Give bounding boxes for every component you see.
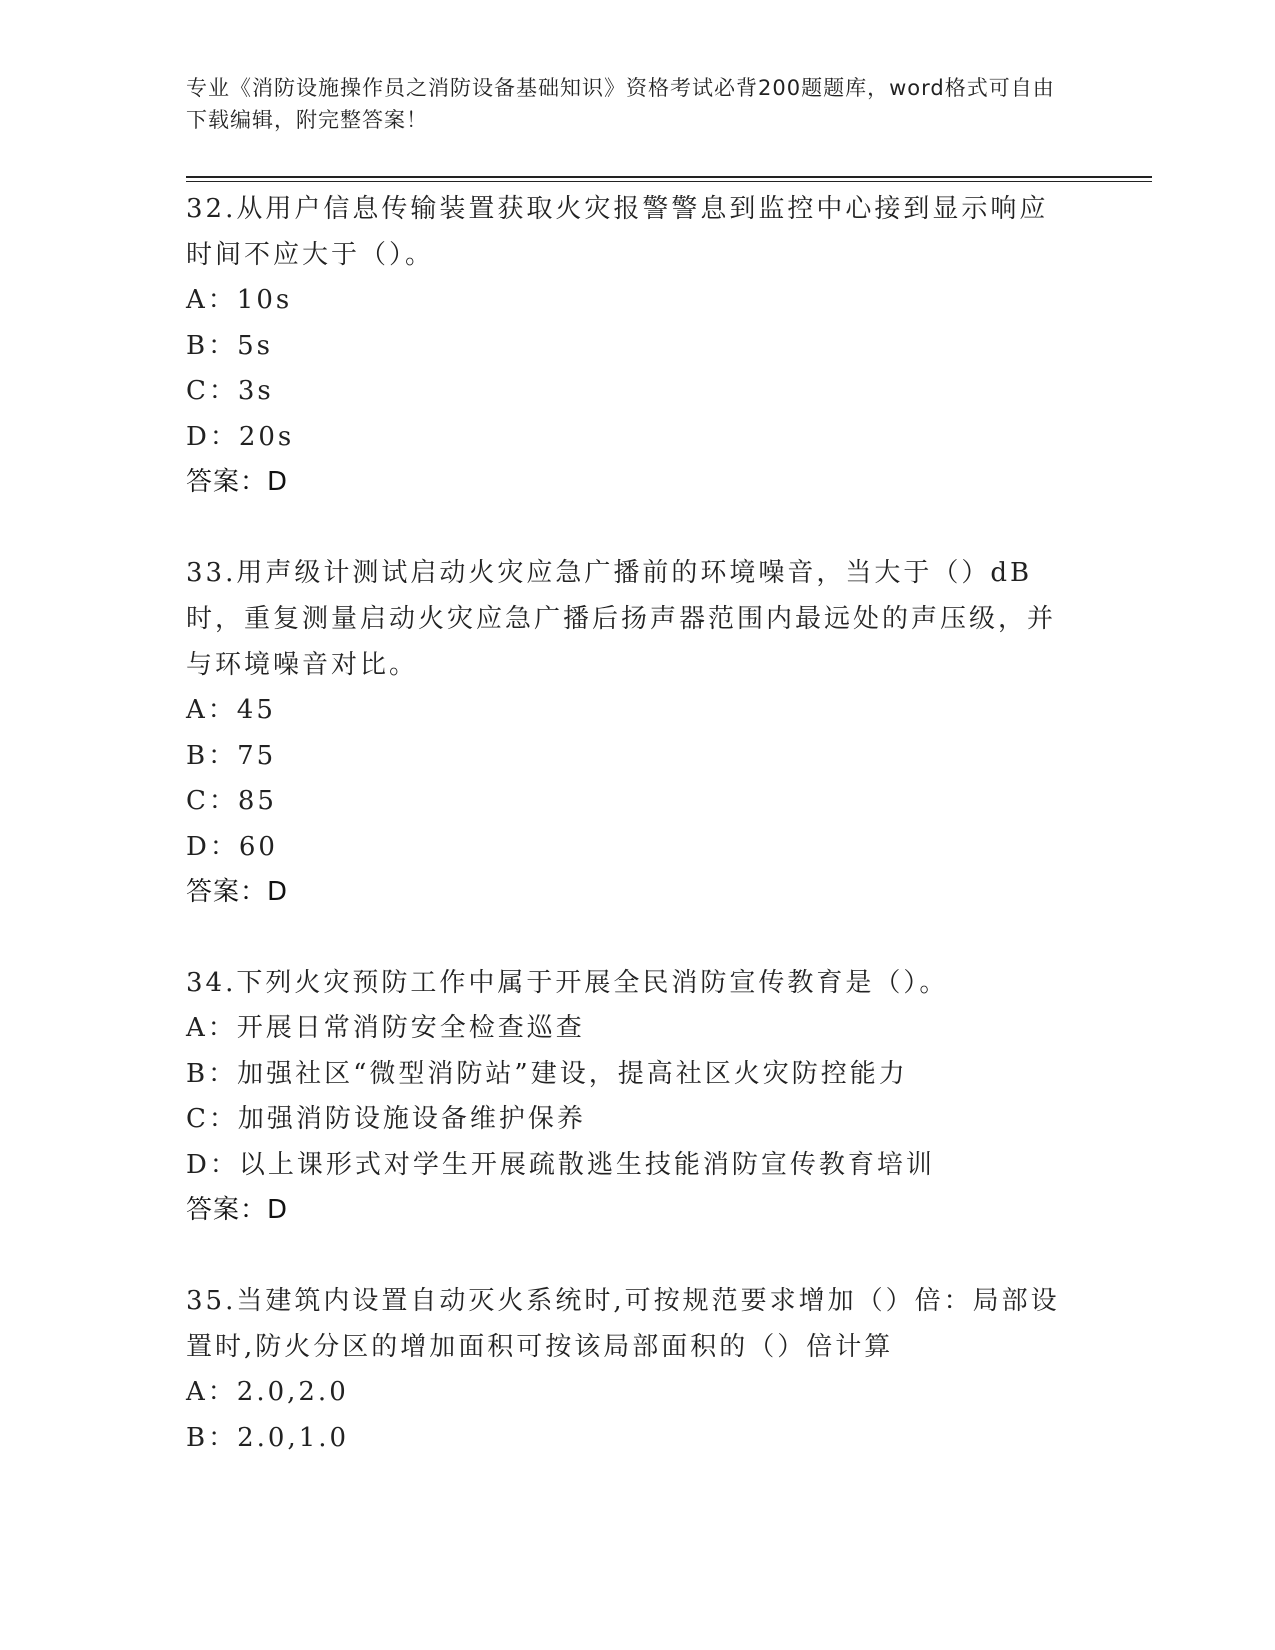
answer: 答案：D [186,467,289,497]
option-a: A：开展日常消防安全检查巡查 [186,1013,585,1043]
question-text: 35.当建筑内设置自动灭火系统时,可按规范要求增加（）倍：局部设置时,防火分区的增加面积可按该局部面积的（）倍计算 [186,1286,1060,1362]
option-d: D：20s [186,421,295,452]
option-b: B：75 [186,740,277,771]
option-a: A：2.0,2.0 [186,1377,349,1407]
option-b: B：2.0,1.0 [186,1422,350,1453]
option-c: C：加强消防设施设备维护保养 [186,1104,586,1134]
answer: 答案：D [186,877,289,907]
question-list [186,186,1066,1461]
option-c: C：85 [186,786,277,816]
option-b: B：5s [186,330,273,361]
header-rule-thick [186,176,1152,178]
option-a: A：45 [186,695,276,725]
document-header: 专业《消防设施操作员之消防设备基础知识》资格考试必背200题题库，word格式可自由下载编辑，附完整答案！ [186,76,1055,132]
option-d: D：60 [186,831,278,862]
question-text: 32.从用户信息传输装置获取火灾报警警息到监控中心接到显示响应时间不应大于（）。 [186,194,1049,270]
question-text: 33.用声级计测试启动火灾应急广播前的环境噪音，当大于（）dB时，重复测量启动火灾应急广播后扬声器范围内最远处的声压级，并与环境噪音对比。 [186,558,1057,680]
question-33 [186,550,1066,915]
question-35 [186,1278,1066,1461]
option-a: A：10s [186,285,293,315]
answer: 答案：D [186,1195,289,1225]
question-text: 34.下列火灾预防工作中属于开展全民消防宣传教育是（）。 [186,968,949,998]
question-32 [186,186,1066,505]
question-34 [186,960,1066,1233]
header-rule-thin [186,181,1152,182]
option-c: C：3s [186,376,274,406]
option-d: D：以上课形式对学生开展疏散逃生技能消防宣传教育培训 [186,1149,935,1180]
option-b: B：加强社区“微型消防站”建设，提高社区火灾防控能力 [186,1058,908,1089]
